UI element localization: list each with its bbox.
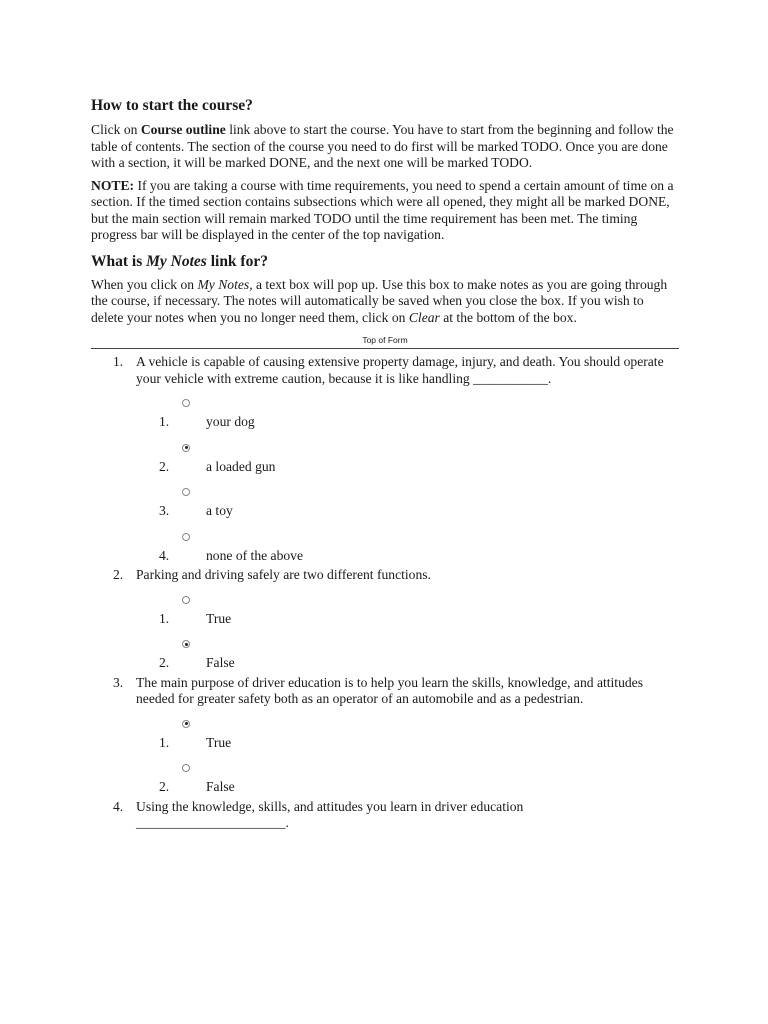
question-item <box>91 354 679 567</box>
para-my-notes <box>91 277 679 327</box>
form-divider <box>91 348 679 349</box>
radio-button[interactable] <box>182 399 190 407</box>
option-label[interactable]: your dog <box>206 414 255 429</box>
radio-button[interactable] <box>182 596 190 604</box>
question-item <box>91 567 679 675</box>
radio-button[interactable] <box>182 533 190 541</box>
note-text: If you are taking a course with time requirements, you need to spend a certain amount of time on a section. If the timed section contains subsections which were all opened, they might all be marked DONE, but the main section will remain marked TODO until the time requirement has been met. The timing progress bar will be displayed in the center of the top navigation. <box>91 177 674 242</box>
option-number: 2. <box>159 458 170 474</box>
para-course-outline <box>91 122 679 172</box>
answer-option <box>136 523 679 568</box>
heading-text: What is <box>91 252 147 270</box>
clear-emphasis: Clear <box>408 309 440 325</box>
answer-options <box>136 710 679 799</box>
my-notes-emphasis: My Notes <box>197 276 250 292</box>
heading-how-to-start: How to start the course? <box>91 97 253 114</box>
question-item <box>91 675 679 799</box>
question-text: Using the knowledge, skills, and attitudes you learn in driver education ______________________. <box>136 798 524 830</box>
para-text: at the bottom of the box. <box>439 309 577 325</box>
answer-options <box>136 389 679 567</box>
question-text: A vehicle is capable of causing extensive property damage, injury, and death. You should operate your vehicle with extreme caution, because it is like handling ___________. <box>136 354 664 386</box>
heading-text: link for? <box>206 252 268 270</box>
top-of-form-label: Top of Form <box>362 335 408 345</box>
question-item <box>91 799 679 832</box>
answer-option <box>136 434 679 479</box>
option-number: 1. <box>159 610 170 626</box>
option-label[interactable]: a loaded gun <box>206 458 276 474</box>
option-label[interactable]: none of the above <box>206 547 304 563</box>
option-label[interactable]: False <box>206 655 235 670</box>
option-number: 1. <box>159 414 170 429</box>
course-outline-link-text: Course outline <box>140 122 226 137</box>
radio-button-selected[interactable] <box>182 444 190 452</box>
para-text: , a text box will pop up. Use this box to make notes as you are going through the course, if necessary. The notes will automatically be saved when you close the box. If you wish to delete your notes when you no longer need them, click on <box>91 276 668 325</box>
option-label[interactable]: a toy <box>206 503 233 518</box>
radio-button[interactable] <box>182 764 190 772</box>
question-number: 3. <box>113 674 124 690</box>
option-number: 1. <box>159 734 170 750</box>
option-label[interactable]: False <box>206 779 235 794</box>
para-text: link above to start the course. You have to start from the beginning and follow the table of contents. The section of the course you need to do first will be marked TODO. Once you are done with a section, it will be marked DONE, and the next one will be marked TODO. <box>91 122 674 170</box>
question-number: 4. <box>113 798 124 814</box>
radio-button-selected[interactable] <box>182 720 190 728</box>
option-label[interactable]: True <box>206 610 232 626</box>
answer-options <box>136 586 679 675</box>
radio-button-selected[interactable] <box>182 640 190 648</box>
question-list <box>91 354 679 832</box>
option-label[interactable]: True <box>206 734 232 750</box>
heading-emphasis: My Notes <box>146 252 207 270</box>
question-number: 2. <box>113 567 124 582</box>
answer-option <box>136 478 679 523</box>
option-number: 2. <box>159 779 170 794</box>
question-text: The main purpose of driver education is to help you learn the skills, knowledge, and attitudes needed for greater safety both as an operator of an automobile and as a pedestrian. <box>136 674 643 706</box>
para-text: When you click on <box>91 276 198 292</box>
answer-option <box>136 586 679 631</box>
page-content <box>91 96 679 832</box>
question-number: 1. <box>113 354 124 369</box>
answer-option <box>136 710 679 755</box>
answer-option <box>136 389 679 434</box>
para-text: Click on <box>91 122 141 137</box>
answer-option <box>136 630 679 675</box>
question-text: Parking and driving safely are two different functions. <box>136 567 431 582</box>
note-label: NOTE: <box>91 177 135 193</box>
heading-my-notes <box>91 252 679 272</box>
option-number: 2. <box>159 655 170 670</box>
option-number: 4. <box>159 547 170 563</box>
para-note <box>91 178 679 244</box>
radio-button[interactable] <box>182 488 190 496</box>
option-number: 3. <box>159 503 170 518</box>
answer-option <box>136 754 679 799</box>
